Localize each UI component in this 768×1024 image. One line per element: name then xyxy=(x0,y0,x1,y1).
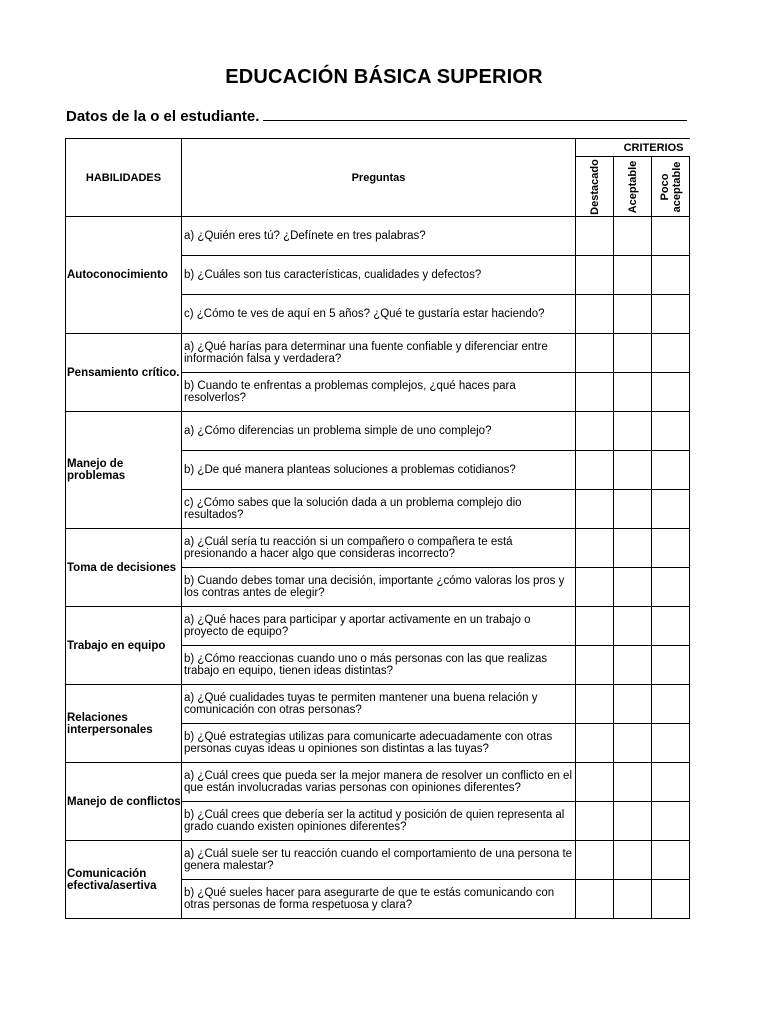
criteria-cell-destacado[interactable] xyxy=(576,685,614,724)
question-text: a) ¿Cuál suele ser tu reacción cuando el comportamiento de una persona te genera malestar? xyxy=(182,841,576,880)
table-row xyxy=(66,841,690,880)
header-aceptable: Aceptable xyxy=(614,157,652,217)
criteria-cell-poco-aceptable[interactable] xyxy=(652,763,690,802)
table-row xyxy=(66,334,690,373)
criteria-cell-poco-aceptable[interactable] xyxy=(652,373,690,412)
criteria-cell-destacado[interactable] xyxy=(576,880,614,919)
criteria-cell-poco-aceptable[interactable] xyxy=(652,646,690,685)
header-poco-aceptable: Poco aceptable xyxy=(652,157,690,217)
question-text: a) ¿Quién eres tú? ¿Defínete en tres palabras? xyxy=(182,217,576,256)
criteria-cell-destacado[interactable] xyxy=(576,607,614,646)
criteria-cell-aceptable[interactable] xyxy=(614,685,652,724)
question-text: a) ¿Cuál crees que pueda ser la mejor manera de resolver un conflicto en el que están involucradas varias personas con opiniones diferentes? xyxy=(182,763,576,802)
question-text: b) ¿De qué manera planteas soluciones a problemas cotidianos? xyxy=(182,451,576,490)
question-text: b) ¿Cuál crees que debería ser la actitud y posición de quien representa al grado cuando existen opiniones diferentes? xyxy=(182,802,576,841)
criteria-cell-destacado[interactable] xyxy=(576,295,614,334)
criteria-cell-aceptable[interactable] xyxy=(614,490,652,529)
page-title: EDUCACIÓN BÁSICA SUPERIOR xyxy=(225,66,543,88)
criteria-cell-poco-aceptable[interactable] xyxy=(652,295,690,334)
skill-name: Toma de decisiones xyxy=(66,529,182,607)
skill-name: Relaciones interpersonales xyxy=(66,685,182,763)
criteria-cell-destacado[interactable] xyxy=(576,373,614,412)
question-text: c) ¿Cómo sabes que la solución dada a un problema complejo dio resultados? xyxy=(182,490,576,529)
criteria-cell-aceptable[interactable] xyxy=(614,412,652,451)
criteria-cell-aceptable[interactable] xyxy=(614,763,652,802)
criteria-cell-aceptable[interactable] xyxy=(614,568,652,607)
criteria-cell-aceptable[interactable] xyxy=(614,295,652,334)
criteria-cell-poco-aceptable[interactable] xyxy=(652,802,690,841)
criteria-cell-destacado[interactable] xyxy=(576,490,614,529)
header-preguntas: Preguntas xyxy=(182,139,576,217)
table-row xyxy=(66,217,690,256)
criteria-cell-poco-aceptable[interactable] xyxy=(652,724,690,763)
question-text: a) ¿Qué cualidades tuyas te permiten mantener una buena relación y comunicación con otras personas? xyxy=(182,685,576,724)
table-row xyxy=(66,685,690,724)
criteria-cell-poco-aceptable[interactable] xyxy=(652,841,690,880)
criteria-cell-aceptable[interactable] xyxy=(614,217,652,256)
table-row xyxy=(66,763,690,802)
criteria-cell-destacado[interactable] xyxy=(576,256,614,295)
criteria-cell-destacado[interactable] xyxy=(576,451,614,490)
criteria-cell-aceptable[interactable] xyxy=(614,724,652,763)
criteria-cell-destacado[interactable] xyxy=(576,529,614,568)
criteria-cell-destacado[interactable] xyxy=(576,217,614,256)
criteria-cell-destacado[interactable] xyxy=(576,724,614,763)
question-text: a) ¿Qué harías para determinar una fuente confiable y diferenciar entre información falsa y verdadera? xyxy=(182,334,576,373)
criteria-cell-aceptable[interactable] xyxy=(614,646,652,685)
criteria-cell-destacado[interactable] xyxy=(576,334,614,373)
criteria-cell-aceptable[interactable] xyxy=(614,451,652,490)
question-text: a) ¿Cómo diferencias un problema simple de uno complejo? xyxy=(182,412,576,451)
question-text: b) Cuando te enfrentas a problemas complejos, ¿qué haces para resolverlos? xyxy=(182,373,576,412)
criteria-cell-poco-aceptable[interactable] xyxy=(652,217,690,256)
skill-name: Pensamiento crítico. xyxy=(66,334,182,412)
student-label: Datos de la o el estudiante. xyxy=(66,108,260,125)
criteria-cell-poco-aceptable[interactable] xyxy=(652,256,690,295)
student-data-field[interactable] xyxy=(66,106,687,125)
question-text: b) Cuando debes tomar una decisión, importante ¿cómo valoras los pros y los contras antes de elegir? xyxy=(182,568,576,607)
criteria-cell-destacado[interactable] xyxy=(576,412,614,451)
criteria-cell-destacado[interactable] xyxy=(576,763,614,802)
criteria-cell-destacado[interactable] xyxy=(576,802,614,841)
header-criterios: CRITERIOS xyxy=(576,139,690,157)
criteria-cell-aceptable[interactable] xyxy=(614,334,652,373)
skill-name: Comunicación efectiva/asertiva xyxy=(66,841,182,919)
skill-name: Trabajo en equipo xyxy=(66,607,182,685)
criteria-cell-destacado[interactable] xyxy=(576,568,614,607)
table-row xyxy=(66,529,690,568)
question-text: a) ¿Qué haces para participar y aportar activamente en un trabajo o proyecto de equipo? xyxy=(182,607,576,646)
table-row xyxy=(66,607,690,646)
table-row xyxy=(66,412,690,451)
criteria-cell-poco-aceptable[interactable] xyxy=(652,880,690,919)
criteria-cell-poco-aceptable[interactable] xyxy=(652,529,690,568)
question-text: b) ¿Qué estrategias utilizas para comunicarte adecuadamente con otras personas cuyas ideas u opiniones son distintas a las tuyas? xyxy=(182,724,576,763)
criteria-cell-aceptable[interactable] xyxy=(614,802,652,841)
question-text: b) ¿Cómo reaccionas cuando uno o más personas con las que realizas trabajo en equipo, tienen ideas distintas? xyxy=(182,646,576,685)
skill-name: Manejo de conflictos xyxy=(66,763,182,841)
criteria-cell-poco-aceptable[interactable] xyxy=(652,490,690,529)
question-text: c) ¿Cómo te ves de aquí en 5 años? ¿Qué te gustaría estar haciendo? xyxy=(182,295,576,334)
criteria-cell-poco-aceptable[interactable] xyxy=(652,685,690,724)
question-text: b) ¿Qué sueles hacer para asegurarte de que te estás comunicando con otras personas de forma respetuosa y clara? xyxy=(182,880,576,919)
header-destacado: Destacado xyxy=(576,157,614,217)
criteria-cell-poco-aceptable[interactable] xyxy=(652,607,690,646)
criteria-cell-poco-aceptable[interactable] xyxy=(652,568,690,607)
criteria-cell-poco-aceptable[interactable] xyxy=(652,334,690,373)
criteria-cell-aceptable[interactable] xyxy=(614,529,652,568)
criteria-cell-aceptable[interactable] xyxy=(614,607,652,646)
criteria-cell-poco-aceptable[interactable] xyxy=(652,412,690,451)
rubric-table xyxy=(65,138,690,919)
criteria-cell-aceptable[interactable] xyxy=(614,880,652,919)
criteria-cell-aceptable[interactable] xyxy=(614,256,652,295)
skill-name: Autoconocimiento xyxy=(66,217,182,334)
criteria-cell-poco-aceptable[interactable] xyxy=(652,451,690,490)
student-blank-line[interactable] xyxy=(263,106,687,121)
criteria-cell-destacado[interactable] xyxy=(576,646,614,685)
header-habilidades: HABILIDADES xyxy=(66,139,182,217)
criteria-cell-aceptable[interactable] xyxy=(614,841,652,880)
question-text: a) ¿Cuál sería tu reacción si un compañero o compañera te está presionando a hacer algo que consideras incorrecto? xyxy=(182,529,576,568)
question-text: b) ¿Cuáles son tus características, cualidades y defectos? xyxy=(182,256,576,295)
criteria-cell-destacado[interactable] xyxy=(576,841,614,880)
rubric-body xyxy=(66,217,690,919)
skill-name: Manejo de problemas xyxy=(66,412,182,529)
criteria-cell-aceptable[interactable] xyxy=(614,373,652,412)
